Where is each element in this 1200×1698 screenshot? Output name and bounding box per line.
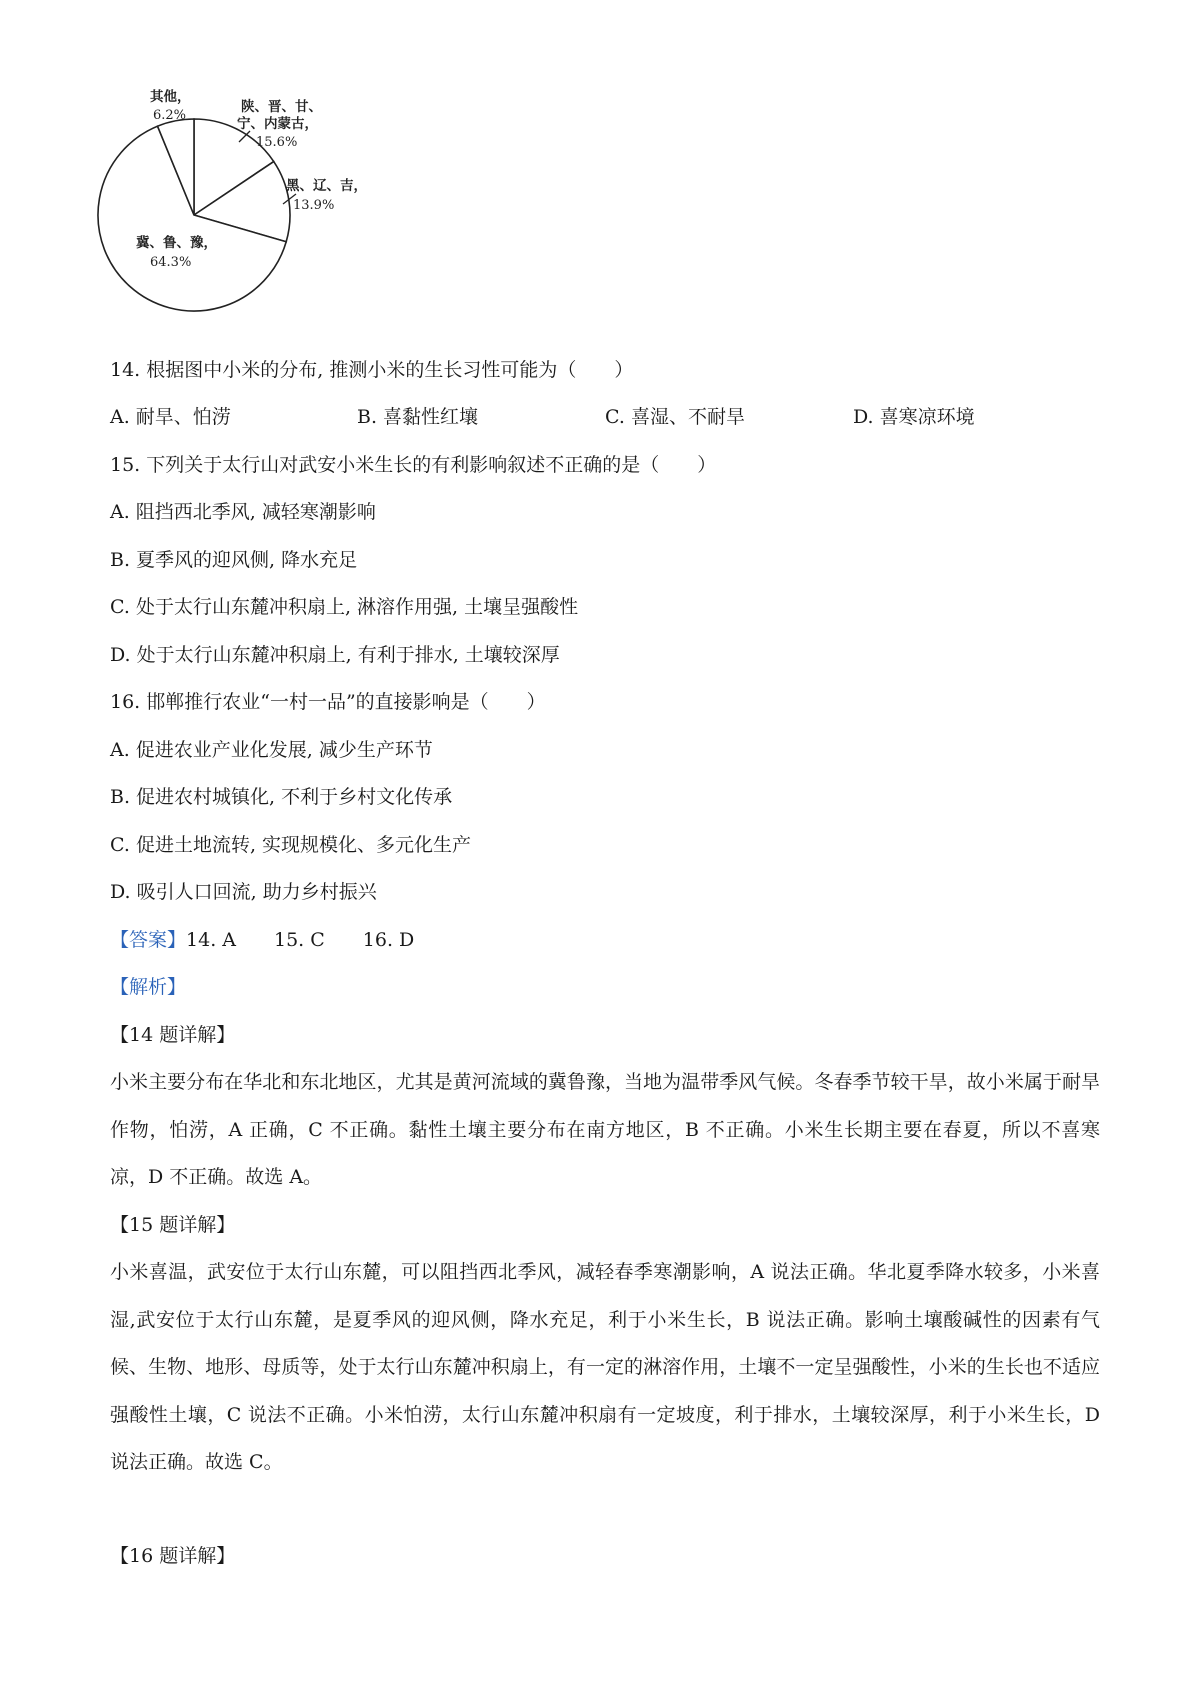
answer-text: 14. A 15. C 16. D: [186, 929, 415, 951]
pie-label-central: 冀、鲁、豫，: [136, 235, 217, 251]
pie-value-other: 6.2%: [153, 108, 187, 123]
q16-option-b[interactable]: B. 促进农村城镇化, 不利于乡村文化传承: [110, 786, 453, 808]
q15-option-d[interactable]: D. 处于太行山东麓冲积扇上, 有利于排水, 土壤较深厚: [110, 644, 560, 666]
q16-stem: 16. 邯郸推行农业“一村一品”的直接影响是（ ）: [110, 691, 546, 713]
pie-label-other: 其他，: [150, 89, 191, 105]
detail15-text: 小米喜温，武安位于太行山东麓，可以阻挡西北季风，减轻春季寒潮影响，A 说法正确。华北夏季降水较多，小米喜湿,武安位于太行山东麓，是夏季风的迎风侧，降水充足，利于小米生长，B 说法正确。影响土壤酸碱性的因素有气候、生物、地形、母质等，处于太行山东麓冲积扇上，有一定的淋溶作用，土壤不一定呈强酸性，小米的生长也不适应强酸性土壤，C 说法不正确。小米怕涝，太行山东麓冲积扇有一定坡度，利于排水，土壤较深厚，利于小米生长，D 说法正确。故选 C。: [110, 1261, 1100, 1473]
q15-stem: 15. 下列关于太行山对武安小米生长的有利影响叙述不正确的是（ ）: [110, 454, 717, 476]
q14-option-a[interactable]: A. 耐旱、怕涝: [110, 406, 231, 428]
answer-line: [110, 927, 1100, 953]
analysis-tag: 【解析】: [110, 976, 187, 998]
q14-option-d[interactable]: D. 喜寒凉环境: [853, 406, 975, 428]
q16-option-c[interactable]: C. 促进土地流转, 实现规模化、多元化生产: [110, 834, 472, 856]
q16-option-a[interactable]: A. 促进农业产业化发展, 减少生产环节: [110, 739, 433, 761]
detail14-heading: 【14 题详解】: [110, 1024, 236, 1046]
pie-label-northwest-line1: 陕、晋、甘、: [241, 99, 322, 115]
detail15-heading: 【15 题详解】: [110, 1214, 236, 1236]
q14-stem: 14. 根据图中小米的分布, 推测小米的生长习性可能为（ ）: [110, 359, 634, 381]
detail16-heading: 【16 题详解】: [110, 1545, 236, 1567]
answer-tag: 【答案】: [110, 929, 187, 951]
pie-chart: [96, 86, 426, 356]
q15-option-b[interactable]: B. 夏季风的迎风侧, 降水充足: [110, 549, 358, 571]
pie-value-northwest: 15.6%: [256, 135, 298, 150]
q14-option-c[interactable]: C. 喜湿、不耐旱: [605, 406, 745, 428]
q16-option-d[interactable]: D. 吸引人口回流, 助力乡村振兴: [110, 881, 377, 903]
q14-option-b[interactable]: B. 喜黏性红壤: [357, 406, 479, 428]
pie-label-northeast: 黑、辽、吉，: [286, 178, 367, 194]
detail14-text: 小米主要分布在华北和东北地区，尤其是黄河流域的冀鲁豫，当地为温带季风气候。冬春季节较干旱，故小米属于耐旱作物，怕涝，A 正确，C 不正确。黏性土壤主要分布在南方地区，B 不正确。小米生长期主要在春夏，所以不喜寒凉，D 不正确。故选 A。: [110, 1071, 1100, 1188]
q15-option-c[interactable]: C. 处于太行山东麓冲积扇上, 淋溶作用强, 土壤呈强酸性: [110, 596, 579, 618]
pie-value-northeast: 13.9%: [293, 198, 335, 213]
pie-label-northwest-line2: 宁、内蒙古，: [237, 116, 318, 132]
pie-value-central: 64.3%: [150, 255, 192, 270]
q15-option-a[interactable]: A. 阻挡西北季风, 减轻寒潮影响: [110, 501, 376, 523]
